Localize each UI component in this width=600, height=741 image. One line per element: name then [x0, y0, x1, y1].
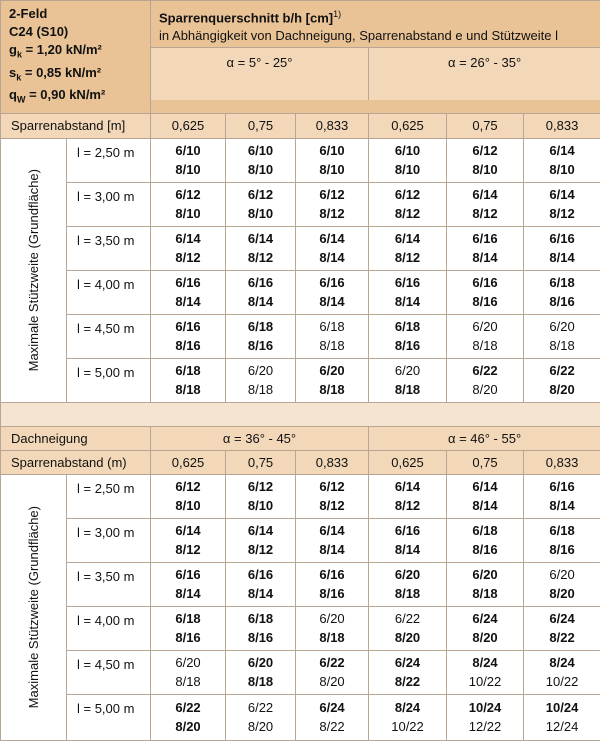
section-cell: [151, 694, 226, 740]
section-cell: [226, 518, 296, 562]
spacing-value: 0,833: [296, 450, 369, 474]
section-alternative: 8/14: [447, 248, 523, 267]
section-primary: 6/14: [524, 185, 600, 204]
section-primary: 6/18: [151, 361, 225, 380]
section-cell: [226, 314, 296, 358]
section-primary: 6/14: [226, 229, 295, 248]
section-alternative: 8/12: [369, 204, 446, 223]
spacing-value: 0,75: [447, 113, 524, 138]
snow-load: $s_k = 0,85$ kN/m²: [9, 64, 142, 87]
section-cell: [369, 270, 447, 314]
span-label: l = 3,50 m: [67, 226, 151, 270]
span-label: l = 3,00 m: [67, 182, 151, 226]
section-cell: [296, 474, 369, 518]
section-cell: [524, 694, 600, 740]
section-cell: [151, 182, 226, 226]
section-cell: [369, 474, 447, 518]
section-alternative: 12/22: [447, 717, 523, 736]
section-alternative: 8/18: [447, 336, 523, 355]
spacing-value: 0,625: [369, 450, 447, 474]
section-cell: [369, 562, 447, 606]
section-cell: [524, 650, 600, 694]
section-alternative: 12/24: [524, 717, 600, 736]
section-alternative: 8/12: [447, 204, 523, 223]
section-cell: [226, 226, 296, 270]
span-label: l = 4,00 m: [67, 606, 151, 650]
section-primary: 6/12: [296, 477, 368, 496]
section-cell: [226, 474, 296, 518]
section-primary: 6/18: [226, 317, 295, 336]
section-alternative: 8/12: [151, 540, 225, 559]
section-alternative: 8/18: [226, 380, 295, 399]
section-primary: 6/16: [151, 273, 225, 292]
section-primary: 6/18: [369, 317, 446, 336]
section-cell: [447, 606, 524, 650]
section-primary: 6/14: [447, 477, 523, 496]
section-cell: [369, 650, 447, 694]
span-label: l = 4,50 m: [67, 650, 151, 694]
section-cell: [151, 358, 226, 402]
section-primary: 6/18: [151, 609, 225, 628]
section-alternative: 8/12: [151, 248, 225, 267]
section-primary: 6/16: [447, 229, 523, 248]
section-alternative: 8/12: [369, 496, 446, 515]
spacing-label: Sparrenabstand [m]: [1, 113, 151, 138]
section-cell: [296, 226, 369, 270]
section-primary: 6/14: [296, 229, 368, 248]
section-alternative: 8/14: [447, 496, 523, 515]
section-cell: [296, 138, 369, 182]
spacing-value: 0,625: [151, 113, 226, 138]
span-label: l = 3,50 m: [67, 562, 151, 606]
section-cell: [151, 650, 226, 694]
section-alternative: 8/12: [226, 248, 295, 267]
section-primary: 6/10: [226, 141, 295, 160]
section-primary: 6/20: [151, 653, 225, 672]
section-cell: [226, 270, 296, 314]
section-alternative: 8/20: [226, 717, 295, 736]
section-cell: [447, 650, 524, 694]
section-primary: 6/16: [369, 273, 446, 292]
section-alternative: 8/10: [226, 160, 295, 179]
section-primary: 6/20: [369, 361, 446, 380]
section-primary: 6/18: [447, 521, 523, 540]
section-alternative: 8/16: [524, 292, 600, 311]
section-cell: [524, 226, 600, 270]
table-heading: [151, 1, 600, 114]
section-cell: [226, 650, 296, 694]
section-cell: [524, 182, 600, 226]
section-alternative: 8/14: [151, 584, 225, 603]
section-alternative: 8/22: [369, 672, 446, 691]
section-alternative: 8/16: [524, 540, 600, 559]
section-alternative: 8/20: [524, 380, 600, 399]
dead-load: $g_k = 1,20$ kN/m²: [9, 41, 142, 64]
section-cell: [226, 358, 296, 402]
section-cell: [296, 182, 369, 226]
section-alternative: 8/20: [369, 628, 446, 647]
section-alternative: 8/12: [296, 204, 368, 223]
load-spec: [1, 1, 151, 114]
section-primary: 6/20: [369, 565, 446, 584]
section-cell: [296, 270, 369, 314]
section-alternative: 8/18: [296, 380, 368, 399]
section-cell: [447, 138, 524, 182]
section-primary: 6/14: [369, 229, 446, 248]
section-cell: [296, 518, 369, 562]
section-primary: 6/14: [369, 477, 446, 496]
section-cell: [369, 138, 447, 182]
field-type: 2-Feld: [9, 5, 142, 23]
section-alternative: 8/10: [151, 160, 225, 179]
section-alternative: 8/14: [524, 496, 600, 515]
section-primary: 8/24: [369, 698, 446, 717]
section-alternative: 8/18: [296, 336, 368, 355]
section-cell: [524, 562, 600, 606]
section-primary: 6/24: [447, 609, 523, 628]
vertical-label: Maximale Stützweite (Grundfläche): [26, 169, 41, 371]
span-label: l = 4,00 m: [67, 270, 151, 314]
section-alternative: 10/22: [524, 672, 600, 691]
section-cell: [524, 606, 600, 650]
section-alternative: 8/10: [296, 160, 368, 179]
section-cell: [151, 562, 226, 606]
section-cell: [447, 182, 524, 226]
section-primary: 6/14: [524, 141, 600, 160]
section-primary: 6/20: [524, 317, 600, 336]
section-alternative: 8/14: [296, 248, 368, 267]
section-primary: 6/16: [369, 521, 446, 540]
section-alternative: 8/10: [447, 160, 523, 179]
section-alternative: 8/20: [447, 628, 523, 647]
wind-load: $q_W = 0,90$ kN/m²: [9, 86, 142, 109]
section-cell: [151, 138, 226, 182]
section-alternative: 8/10: [151, 204, 225, 223]
section-primary: 6/16: [296, 273, 368, 292]
wood-grade: C24 (S10): [9, 23, 142, 41]
section-cell: [447, 358, 524, 402]
angle-range-4: α = 46° - 55°: [369, 426, 600, 450]
section-alternative: 8/10: [524, 160, 600, 179]
section-cell: [296, 358, 369, 402]
section-alternative: 8/14: [296, 292, 368, 311]
span-label: l = 5,00 m: [67, 694, 151, 740]
section-alternative: 8/18: [151, 380, 225, 399]
roof-pitch-label: Dachneigung: [1, 426, 151, 450]
section-primary: 6/24: [296, 698, 368, 717]
section-alternative: 8/10: [369, 160, 446, 179]
section-primary: 8/24: [524, 653, 600, 672]
section-primary: 6/20: [296, 609, 368, 628]
section-primary: 6/22: [447, 361, 523, 380]
section-alternative: 8/14: [369, 540, 446, 559]
section-primary: 6/12: [296, 185, 368, 204]
section-cell: [296, 694, 369, 740]
section-alternative: 10/22: [447, 672, 523, 691]
section-alternative: 8/16: [151, 628, 225, 647]
section-primary: 6/12: [447, 141, 523, 160]
section-alternative: 8/14: [296, 540, 368, 559]
section-primary: 6/20: [447, 317, 523, 336]
section-alternative: 8/12: [369, 248, 446, 267]
section-alternative: 10/22: [369, 717, 446, 736]
section-cell: [447, 474, 524, 518]
section-primary: 10/24: [447, 698, 523, 717]
vertical-label: Maximale Stützweite (Grundfläche): [26, 506, 41, 708]
section-primary: 6/16: [226, 565, 295, 584]
section-cell: [447, 562, 524, 606]
section-alternative: 8/18: [296, 628, 368, 647]
section-alternative: 8/14: [226, 292, 295, 311]
section-alternative: 8/10: [226, 496, 295, 515]
section-cell: [369, 226, 447, 270]
section-alternative: 8/20: [524, 584, 600, 603]
section-cell: [226, 138, 296, 182]
spacing-value: 0,833: [524, 450, 600, 474]
spacing-value: 0,75: [226, 113, 296, 138]
section-alternative: 8/12: [226, 540, 295, 559]
section-alternative: 8/22: [524, 628, 600, 647]
section-cell: [447, 694, 524, 740]
span-label: l = 4,50 m: [67, 314, 151, 358]
section-cell: [447, 226, 524, 270]
section-alternative: 8/16: [226, 628, 295, 647]
span-label: l = 2,50 m: [67, 138, 151, 182]
section-primary: 6/22: [151, 698, 225, 717]
section-primary: 6/10: [151, 141, 225, 160]
section-alternative: 8/20: [151, 717, 225, 736]
section-primary: 8/24: [447, 653, 523, 672]
section-alternative: 8/18: [524, 336, 600, 355]
section-alternative: 8/18: [226, 672, 295, 691]
section-cell: [447, 314, 524, 358]
section-alternative: 8/16: [151, 336, 225, 355]
section-cell: [151, 606, 226, 650]
section-primary: 6/10: [369, 141, 446, 160]
section-cell: [369, 182, 447, 226]
section-cell: [369, 606, 447, 650]
section-alternative: 8/18: [447, 584, 523, 603]
section-primary: 6/20: [226, 361, 295, 380]
section-primary: 6/14: [151, 229, 225, 248]
section-alternative: 8/16: [447, 292, 523, 311]
section-primary: 6/22: [524, 361, 600, 380]
section-alternative: 8/18: [369, 584, 446, 603]
section-primary: 6/24: [524, 609, 600, 628]
section-cell: [226, 694, 296, 740]
section-primary: 6/14: [296, 521, 368, 540]
section-cell: [524, 518, 600, 562]
section-alternative: 8/16: [369, 336, 446, 355]
section-alternative: 8/14: [369, 292, 446, 311]
section-cell: [151, 270, 226, 314]
section-primary: 6/12: [369, 185, 446, 204]
section-cell: [524, 138, 600, 182]
section-cell: [447, 270, 524, 314]
section-primary: 6/14: [226, 521, 295, 540]
section-cell: [369, 358, 447, 402]
section-alternative: 8/18: [369, 380, 446, 399]
section-cell: [151, 314, 226, 358]
section-primary: 6/22: [296, 653, 368, 672]
section-cell: [524, 474, 600, 518]
section-cell: [524, 270, 600, 314]
section-cell: [296, 650, 369, 694]
section-cell: [369, 518, 447, 562]
section-primary: 6/10: [296, 141, 368, 160]
section-cell: [369, 694, 447, 740]
section-primary: 6/14: [151, 521, 225, 540]
section-primary: 6/16: [524, 229, 600, 248]
span-label: l = 2,50 m: [67, 474, 151, 518]
section-primary: 6/20: [524, 565, 600, 584]
section-cell: [226, 182, 296, 226]
section-cell: [524, 314, 600, 358]
span-label: l = 3,00 m: [67, 518, 151, 562]
section-alternative: 8/18: [151, 672, 225, 691]
section-alternative: 8/20: [447, 380, 523, 399]
section-primary: 6/16: [226, 273, 295, 292]
span-axis-label: [1, 474, 67, 740]
section-alternative: 8/22: [296, 717, 368, 736]
section-primary: 6/16: [296, 565, 368, 584]
section-alternative: 8/12: [524, 204, 600, 223]
section-primary: 6/12: [226, 477, 295, 496]
section-cell: [296, 606, 369, 650]
section-alternative: 8/14: [151, 292, 225, 311]
angle-range-2: α = 26° - 35°: [369, 48, 600, 100]
angle-range-1: α = 5° - 25°: [151, 48, 369, 100]
section-primary: 6/18: [296, 317, 368, 336]
heading-subtitle: in Abhängigkeit von Dachneigung, Sparrenabstand e und Stützweite l: [159, 28, 558, 43]
section-primary: 10/24: [524, 698, 600, 717]
section-alternative: 8/12: [296, 496, 368, 515]
section-primary: 6/22: [226, 698, 295, 717]
section-cell: [226, 606, 296, 650]
section-primary: 6/16: [151, 565, 225, 584]
section-primary: 6/14: [447, 185, 523, 204]
span-label: l = 5,00 m: [67, 358, 151, 402]
section-primary: 6/18: [524, 273, 600, 292]
section-cell: [296, 562, 369, 606]
section-alternative: 8/14: [226, 584, 295, 603]
section-cell: [151, 518, 226, 562]
spacing-value: 0,75: [447, 450, 524, 474]
section-primary: 6/20: [226, 653, 295, 672]
heading-footnote: 1): [333, 9, 341, 19]
section-alternative: 8/14: [524, 248, 600, 267]
spacing-value: 0,833: [524, 113, 600, 138]
span-axis-label: [1, 138, 67, 402]
section-cell: [296, 314, 369, 358]
section-primary: 6/12: [226, 185, 295, 204]
spacing-value: 0,833: [296, 113, 369, 138]
section-primary: 6/18: [226, 609, 295, 628]
section-alternative: 8/10: [151, 496, 225, 515]
spacing-value: 0,75: [226, 450, 296, 474]
section-primary: 6/18: [524, 521, 600, 540]
section-primary: 6/20: [447, 565, 523, 584]
spacing-value: 0,625: [151, 450, 226, 474]
section-cell: [524, 358, 600, 402]
section-primary: 6/12: [151, 185, 225, 204]
section-primary: 6/16: [151, 317, 225, 336]
section-primary: 6/16: [524, 477, 600, 496]
section-cell: [369, 314, 447, 358]
spacing-value: 0,625: [369, 113, 447, 138]
section-alternative: 8/16: [447, 540, 523, 559]
section-alternative: 8/16: [296, 584, 368, 603]
section-primary: 6/22: [369, 609, 446, 628]
section-divider: [1, 402, 600, 426]
section-cell: [226, 562, 296, 606]
section-alternative: 8/20: [296, 672, 368, 691]
section-primary: 6/12: [151, 477, 225, 496]
section-primary: 6/24: [369, 653, 446, 672]
section-primary: 6/20: [296, 361, 368, 380]
section-cell: [151, 474, 226, 518]
angle-range-3: α = 36° - 45°: [151, 426, 369, 450]
section-alternative: 8/10: [226, 204, 295, 223]
spacing-label: Sparrenabstand (m): [1, 450, 151, 474]
section-cell: [447, 518, 524, 562]
section-cell: [151, 226, 226, 270]
heading-title: Sparrenquerschnitt b/h [cm]: [159, 10, 333, 25]
section-alternative: 8/16: [226, 336, 295, 355]
section-primary: 6/16: [447, 273, 523, 292]
